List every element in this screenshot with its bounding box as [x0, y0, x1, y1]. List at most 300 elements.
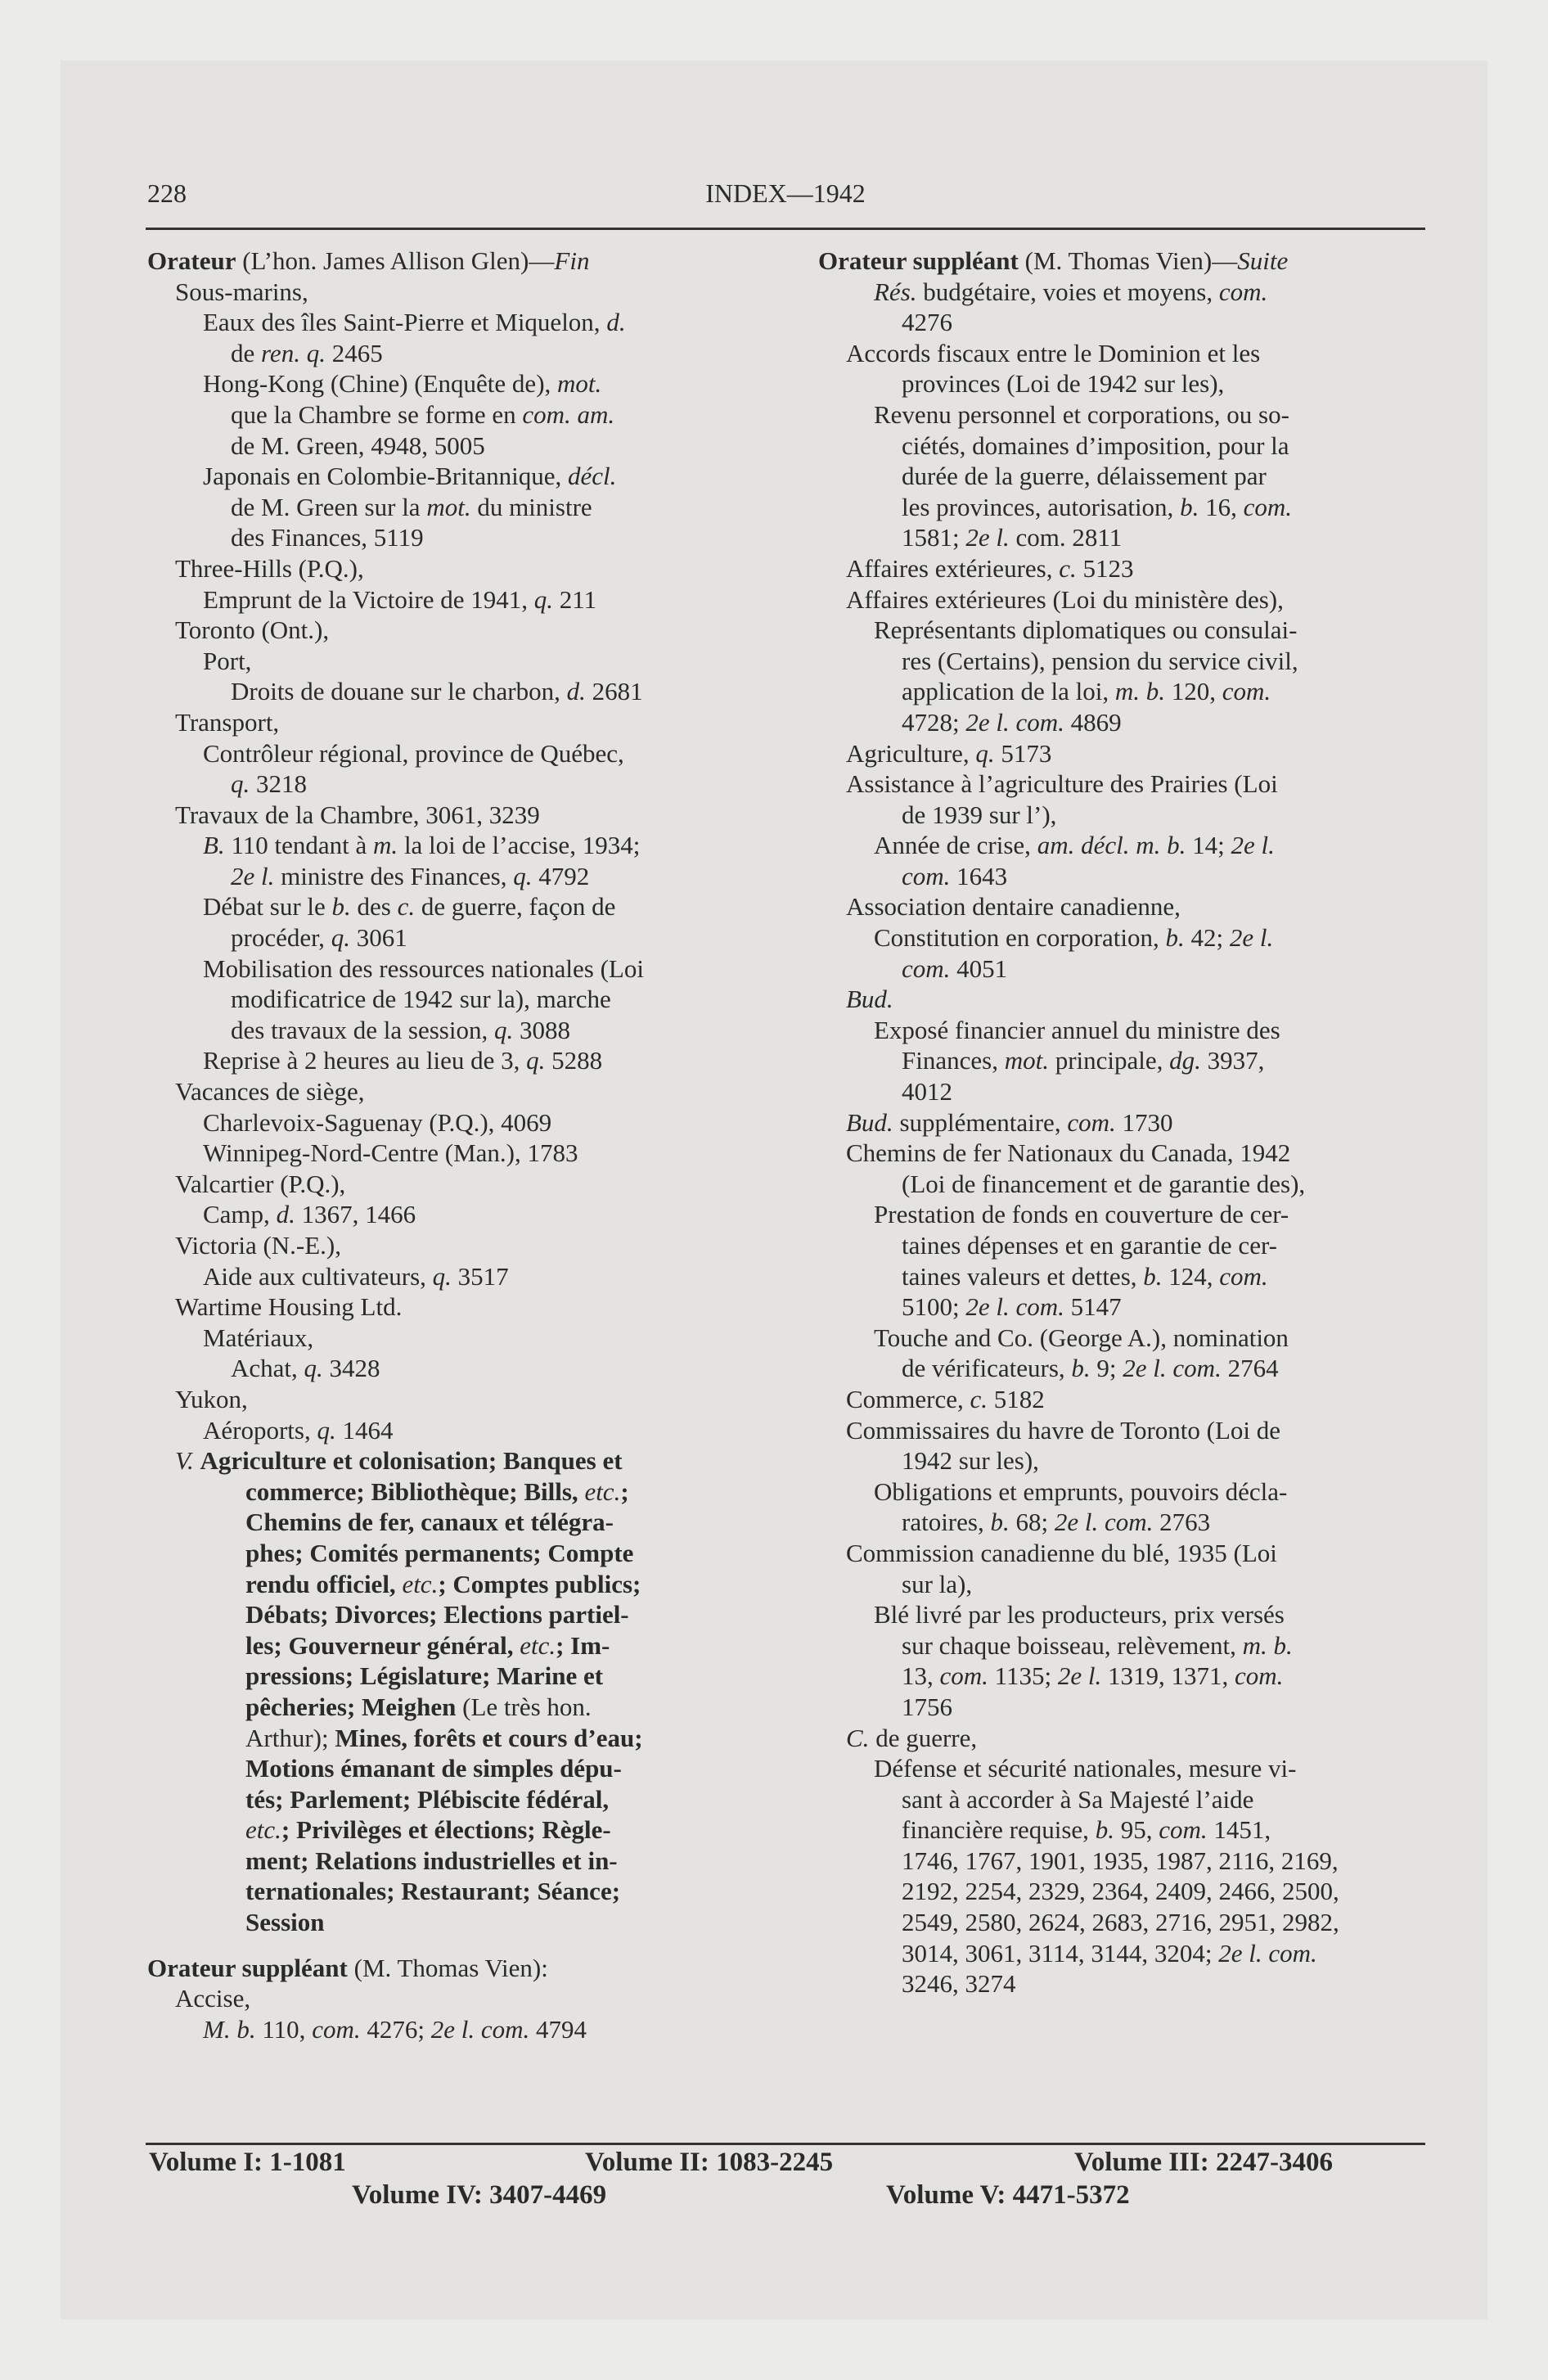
bold-term: Agriculture et colonisation; Banques et [200, 1446, 623, 1476]
italic-abbrev: com. [939, 1661, 988, 1691]
index-entry-line [147, 1384, 753, 1415]
index-entry-line [147, 399, 753, 430]
bold-term: ; Im- [556, 1630, 610, 1660]
italic-abbrev: c. [397, 892, 416, 922]
italic-abbrev: Bud. [846, 985, 893, 1014]
index-entry-line [147, 338, 753, 369]
entry-text: 68; [1009, 1508, 1055, 1537]
italic-abbrev: b. [1180, 492, 1199, 521]
index-entry-line [147, 1661, 753, 1692]
index-entry-line [818, 1384, 1424, 1415]
entry-text: les provinces, autorisation, [902, 492, 1181, 521]
bold-term: pressions; Législature; Marine et [245, 1661, 604, 1691]
index-entry-line [147, 1230, 753, 1261]
bold-term: ; [620, 1476, 629, 1506]
entry-text: Camp, [203, 1200, 277, 1229]
index-entry-line [147, 984, 753, 1015]
index-entry-line [818, 769, 1424, 800]
italic-abbrev: com. [1067, 1107, 1116, 1137]
index-entry-line [147, 1445, 753, 1476]
index-entry-line [818, 1076, 1424, 1107]
entry-text: Toronto (Ont.), [175, 615, 330, 645]
entry-text: taines valeurs et dettes, [902, 1261, 1144, 1291]
entry-text: la loi de l’accise, 1934; [398, 831, 641, 860]
index-entry-line [147, 1507, 753, 1538]
italic-abbrev: etc. [584, 1476, 621, 1506]
index-entry-line [818, 1753, 1424, 1784]
italic-abbrev: com. [902, 953, 951, 983]
index-entry-line [147, 1076, 753, 1107]
running-title: INDEX—1942 [705, 178, 866, 208]
entry-text: Débat sur le [203, 892, 332, 922]
index-entry-line [818, 1968, 1424, 1999]
index-entry-line [818, 522, 1424, 553]
entry-text: Finances, [902, 1046, 1005, 1075]
index-entry-line [147, 1846, 753, 1877]
entry-text: de M. Green sur la [231, 492, 427, 521]
entry-text: Achat, [231, 1354, 304, 1383]
entry-text: (L’hon. James Allison Glen)— [236, 246, 555, 275]
index-entry-line [147, 1169, 753, 1200]
entry-text: Vacances de siège, [175, 1077, 365, 1107]
entry-text: 110 tendant à [224, 831, 374, 860]
italic-abbrev: com. [1219, 1261, 1268, 1291]
entry-text: Aéroports, [203, 1415, 317, 1445]
entry-text: 3088 [513, 1015, 570, 1044]
index-entry-line [147, 1983, 753, 2014]
entry-text: 124, [1162, 1261, 1220, 1291]
entry-text: Droits de douane sur le charbon, [231, 677, 567, 706]
index-entry-line [147, 738, 753, 769]
header-rule [146, 228, 1425, 230]
index-entry-line [147, 1814, 753, 1846]
entry-text: Charlevoix-Saguenay (P.Q.), 4069 [203, 1107, 552, 1137]
index-column-left [147, 246, 753, 2044]
entry-text: Association dentaire canadienne, [846, 892, 1181, 922]
bold-term: Session [245, 1908, 325, 1937]
italic-abbrev: 2e l. com. [1054, 1508, 1154, 1537]
entry-text: sur chaque boisseau, relèvement, [902, 1630, 1243, 1660]
index-entry-line [147, 246, 753, 277]
bold-term: ternationales; Restaurant; Séance; [245, 1877, 621, 1906]
index-entry-line [818, 1599, 1424, 1630]
entry-text: 1451, [1207, 1815, 1271, 1845]
footer-rule [146, 2143, 1425, 2145]
index-entry-line [147, 1107, 753, 1138]
entry-text: 5100; [902, 1292, 966, 1322]
entry-text: 4276 [902, 308, 952, 337]
bold-term: Orateur [147, 246, 236, 275]
entry-text: 5182 [988, 1384, 1045, 1413]
entry-text: 4012 [902, 1077, 952, 1107]
italic-abbrev: am. décl. m. b. [1037, 831, 1186, 860]
entry-text: des travaux de la session, [231, 1015, 494, 1044]
entry-text: 3517 [451, 1261, 509, 1291]
italic-abbrev: q. [432, 1261, 452, 1291]
italic-abbrev: q. [513, 861, 533, 890]
index-entry-line [147, 277, 753, 308]
italic-abbrev: 2e l. com. [965, 1292, 1064, 1322]
italic-abbrev: m. [373, 831, 398, 860]
index-entry-line [818, 1723, 1424, 1754]
entry-text: 2465 [325, 338, 383, 367]
index-entry-line [147, 522, 753, 553]
index-entry-line [818, 1291, 1424, 1323]
entry-text: Défense et sécurité nationales, mesure vi- [874, 1754, 1297, 1783]
entry-text: Wartime Housing Ltd. [175, 1292, 403, 1322]
index-entry-line [818, 615, 1424, 646]
index-entry-line [818, 830, 1424, 861]
index-entry-line [147, 1784, 753, 1815]
italic-abbrev: q. [533, 584, 554, 614]
italic-abbrev: ren. q. [261, 338, 326, 367]
entry-text: Eaux des îles Saint-Pierre et Miquelon, [203, 308, 607, 337]
entry-text: 1643 [950, 861, 1008, 890]
entry-text: 2192, 2254, 2329, 2364, 2409, 2466, 2500, [902, 1877, 1339, 1906]
entry-text: de vérificateurs, [902, 1354, 1072, 1383]
entry-text: ciétés, domaines d’imposition, pour la [902, 430, 1289, 460]
index-entry-line [818, 738, 1424, 769]
entry-text: Commission canadienne du blé, 1935 (Loi [846, 1538, 1277, 1567]
entry-text: 4794 [529, 2014, 587, 2044]
italic-abbrev: c. [1059, 553, 1077, 583]
index-entry-line [147, 1692, 753, 1723]
index-entry-line [818, 1569, 1424, 1600]
entry-text: Touche and Co. (George A.), nomination [874, 1323, 1289, 1352]
italic-abbrev: C. [846, 1723, 870, 1752]
index-entry-line [818, 553, 1424, 584]
index-entry-line [147, 1138, 753, 1169]
italic-abbrev: mot. [1004, 1046, 1049, 1075]
index-entry-line [147, 769, 753, 800]
entry-text: 4869 [1064, 707, 1122, 737]
entry-text: 1581; [902, 523, 966, 552]
index-entry-line [818, 1353, 1424, 1384]
entry-text: res (Certains), pension du service civil, [902, 646, 1298, 675]
volume-5-range: Volume V: 4471-5372 [886, 2180, 1130, 2210]
italic-abbrev: com. [1243, 492, 1292, 521]
italic-abbrev: com. [1222, 677, 1271, 706]
entry-text: 13, [902, 1661, 940, 1691]
entry-text: com. 2811 [1009, 523, 1123, 552]
entry-text: Travaux de la Chambre, 3061, 3239 [175, 800, 540, 829]
entry-text: Winnipeg-Nord-Centre (Man.), 1783 [203, 1138, 578, 1168]
index-entry-line [818, 584, 1424, 615]
index-entry-line [818, 1507, 1424, 1538]
index-entry-line [147, 1569, 753, 1600]
index-entry-line [818, 430, 1424, 462]
entry-text: Japonais en Colombie-Britannique, [203, 462, 568, 491]
index-entry-line [147, 1291, 753, 1323]
entry-text: 2763 [1153, 1508, 1211, 1537]
italic-abbrev: m. b. [1242, 1630, 1293, 1660]
index-entry-line [818, 1907, 1424, 1938]
index-entry-line [818, 1538, 1424, 1569]
index-entry-line [818, 277, 1424, 308]
index-entry-line [147, 1415, 753, 1446]
entry-text: 14; [1186, 831, 1231, 860]
volume-4-range: Volume IV: 3407-4469 [352, 2180, 607, 2210]
entry-text: Année de crise, [874, 831, 1037, 860]
bold-term: Chemins de fer, canaux et télégra- [245, 1508, 614, 1537]
entry-text: (M. Thomas Vien): [347, 1953, 548, 1982]
index-entry-line [147, 1953, 753, 1984]
index-entry-line [147, 1630, 753, 1661]
entry-text: des [350, 892, 398, 922]
index-entry-line [147, 1753, 753, 1784]
italic-abbrev: q. [331, 923, 350, 953]
index-entry-line [818, 461, 1424, 492]
volume-3-range: Volume III: 2247-3406 [1074, 2148, 1333, 2177]
italic-abbrev: com. [1218, 277, 1268, 306]
page-header [147, 178, 1424, 219]
index-entry-line [818, 1692, 1424, 1723]
italic-abbrev: com. [312, 2014, 361, 2044]
index-entry-line [818, 1846, 1424, 1877]
italic-abbrev: d. [566, 677, 586, 706]
index-entry-line [818, 891, 1424, 922]
index-entry-line [818, 1199, 1424, 1230]
entry-text: 5123 [1076, 553, 1134, 583]
entry-text: Affaires extérieures, [846, 553, 1060, 583]
index-entry-line [818, 707, 1424, 738]
index-entry-line [147, 1045, 753, 1076]
italic-abbrev: q. [493, 1015, 514, 1044]
entry-text: 9; [1090, 1354, 1123, 1383]
entry-text: 4792 [532, 861, 590, 890]
entry-text: 3428 [322, 1354, 380, 1383]
entry-text: 5147 [1064, 1292, 1122, 1322]
italic-abbrev: m. b. [1114, 677, 1165, 706]
index-entry-line [818, 953, 1424, 985]
entry-text: Commissaires du havre de Toronto (Loi de [846, 1415, 1281, 1445]
italic-abbrev: 2e l. com. [965, 707, 1064, 737]
entry-text: sur la), [902, 1569, 973, 1598]
entry-text: budgétaire, voies et moyens, [916, 277, 1219, 306]
bold-term: Orateur suppléant [818, 246, 1019, 275]
index-entry-line [147, 1015, 753, 1046]
index-entry-line [818, 1784, 1424, 1815]
index-entry-line [147, 1261, 753, 1292]
index-entry-line [147, 830, 753, 861]
index-entry-line [818, 307, 1424, 338]
italic-abbrev: V. [175, 1446, 194, 1476]
entry-text: ministre des Finances, [274, 861, 514, 890]
italic-abbrev: Rés. [874, 277, 917, 306]
index-entry-line [818, 1045, 1424, 1076]
index-entry-line [818, 1476, 1424, 1508]
entry-text: (M. Thomas Vien)— [1018, 246, 1238, 275]
entry-text: de guerre, façon de [415, 892, 616, 922]
entry-text: 16, [1199, 492, 1244, 521]
index-entry-line [147, 1476, 753, 1508]
index-entry-line [147, 307, 753, 338]
entry-text: Mobilisation des ressources nationales (Loi [203, 953, 644, 983]
italic-abbrev: 2e l. com. [1123, 1354, 1222, 1383]
entry-text: 3014, 3061, 3114, 3144, 3204; [902, 1938, 1219, 1968]
italic-abbrev: com. [902, 861, 951, 890]
italic-abbrev: Fin [554, 246, 590, 275]
italic-abbrev: 2e l. [1229, 923, 1274, 953]
entry-text: Contrôleur régional, province de Québec, [203, 738, 624, 768]
entry-text: 120, [1164, 677, 1222, 706]
entry-text: 3218 [250, 769, 307, 799]
index-entry-line [147, 800, 753, 831]
entry-text: 2681 [585, 677, 643, 706]
index-entry-line [147, 461, 753, 492]
entry-text: du ministre [470, 492, 592, 521]
entry-text: de guerre, [869, 1723, 978, 1752]
index-entry-line [147, 891, 753, 922]
bold-term: Motions émanant de simples dépu- [245, 1754, 622, 1783]
entry-text: sant à accorder à Sa Majesté l’aide [902, 1784, 1254, 1814]
bold-term: Mines, forêts et cours d’eau; [335, 1723, 643, 1752]
entry-text: Revenu personnel et corporations, ou so- [874, 399, 1289, 429]
entry-text: 1319, 1371, [1101, 1661, 1235, 1691]
entry-text: Hong-Kong (Chine) (Enquête de), [203, 369, 558, 399]
index-entry-line [818, 1323, 1424, 1354]
index-entry-line [147, 2014, 753, 2045]
entry-text: Accise, [175, 1984, 251, 2013]
entry-text: Obligations et emprunts, pouvoirs décla- [874, 1476, 1288, 1506]
entry-text: Chemins de fer Nationaux du Canada, 1942 [846, 1138, 1291, 1168]
entry-text: 42; [1184, 923, 1230, 953]
italic-abbrev: 2e l. [1231, 831, 1275, 860]
index-entry-line [818, 676, 1424, 707]
index-entry-line [147, 368, 753, 399]
entry-text: de M. Green, 4948, 5005 [231, 430, 485, 460]
italic-abbrev: 2e l. [965, 523, 1010, 552]
index-entry-line [818, 368, 1424, 399]
entry-text: 1367, 1466 [295, 1200, 416, 1229]
entry-text: 3246, 3274 [902, 1969, 1016, 1999]
index-entry-line [147, 584, 753, 615]
index-entry-line [818, 861, 1424, 892]
bold-term: tés; Parlement; Plébiscite fédéral, [245, 1784, 610, 1814]
index-entry-line [818, 1015, 1424, 1046]
index-entry-line [818, 800, 1424, 831]
entry-text: 1135; [988, 1661, 1058, 1691]
entry-text: 1746, 1767, 1901, 1935, 1987, 2116, 2169, [902, 1846, 1339, 1875]
index-entry-line [818, 1938, 1424, 1969]
entry-text: des Finances, 5119 [231, 523, 424, 552]
entry-text: Prestation de fonds en couverture de cer- [874, 1200, 1289, 1229]
italic-abbrev: d. [606, 308, 626, 337]
entry-text: ratoires, [902, 1508, 991, 1537]
italic-abbrev: mot. [426, 492, 471, 521]
entry-text: modificatrice de 1942 sur la), marche [231, 985, 611, 1014]
index-entry-line [818, 1661, 1424, 1692]
italic-abbrev: M. b. [203, 2014, 256, 2044]
entry-text: Matériaux, [203, 1323, 314, 1352]
index-entry-line [147, 430, 753, 462]
index-entry-line [818, 646, 1424, 677]
entry-text: 1756 [902, 1692, 952, 1721]
italic-abbrev: b. [1143, 1261, 1163, 1291]
index-entry-line [147, 1538, 753, 1569]
index-entry-line [147, 922, 753, 953]
entry-text: 5288 [545, 1046, 603, 1075]
entry-text: Victoria (N.-E.), [175, 1231, 341, 1260]
italic-abbrev: q. [317, 1415, 336, 1445]
entry-text: Valcartier (P.Q.), [175, 1169, 346, 1198]
italic-abbrev: com. am. [522, 399, 615, 429]
italic-abbrev: q. [975, 738, 995, 768]
entry-text: Commerce, [846, 1384, 970, 1413]
italic-abbrev: 2e l. [231, 861, 275, 890]
index-entry-line [147, 861, 753, 892]
entry-text: 4276; [360, 2014, 431, 2044]
italic-abbrev: etc. [245, 1815, 281, 1845]
entry-text: Blé livré par les producteurs, prix versés [874, 1600, 1285, 1629]
entry-text: Port, [203, 646, 252, 675]
italic-abbrev: b. [331, 892, 351, 922]
entry-text: 1464 [335, 1415, 394, 1445]
italic-abbrev: b. [990, 1508, 1010, 1537]
entry-text: 4728; [902, 707, 966, 737]
entry-text: que la Chambre se forme en [231, 399, 523, 429]
bold-term: Orateur suppléant [147, 1953, 348, 1982]
italic-abbrev: Bud. [846, 1107, 893, 1137]
index-entry-line [147, 615, 753, 646]
page-number: 228 [147, 178, 187, 208]
italic-abbrev: 2e l. [1057, 1661, 1102, 1691]
index-entry-line [147, 676, 753, 707]
italic-abbrev: mot. [557, 369, 602, 399]
index-entry-line [818, 1445, 1424, 1476]
entry-text: application de la loi, [902, 677, 1115, 706]
index-entry-line [818, 492, 1424, 523]
entry-text: financière requise, [902, 1815, 1096, 1845]
index-entry-line [147, 707, 753, 738]
entry-text: Constitution en corporation, [874, 923, 1166, 953]
italic-abbrev: etc. [402, 1569, 439, 1598]
italic-abbrev: b. [1165, 923, 1185, 953]
bold-term: les; Gouverneur général, [245, 1630, 520, 1660]
bold-term: phes; Comités permanents; Compte [245, 1538, 634, 1567]
index-entry-line [818, 246, 1424, 277]
entry-text: Transport, [175, 707, 280, 737]
italic-abbrev: com. [1159, 1815, 1208, 1845]
index-entry-line [147, 1199, 753, 1230]
bold-term: ; Privilèges et élections; Règle- [281, 1815, 611, 1845]
bold-term: Débats; Divorces; Elections partiel- [245, 1600, 629, 1629]
bold-term: pêcheries; Meighen [245, 1692, 457, 1721]
entry-text: de 1939 sur l’), [902, 800, 1057, 829]
entry-text: 3937, [1200, 1046, 1265, 1075]
index-entry-line [818, 1415, 1424, 1446]
entry-text: Arthur); [245, 1723, 335, 1752]
entry-text: (Loi de financement et de garantie des), [902, 1169, 1306, 1198]
italic-abbrev: q. [526, 1046, 546, 1075]
italic-abbrev: q. [304, 1354, 323, 1383]
entry-text: Emprunt de la Victoire de 1941, [203, 584, 534, 614]
entry-text: 1730 [1115, 1107, 1173, 1137]
entry-text: supplémentaire, [893, 1107, 1068, 1137]
entry-text: 4051 [950, 953, 1008, 983]
entry-text: 95, [1114, 1815, 1159, 1845]
italic-abbrev: 2e l. com. [1218, 1938, 1317, 1968]
italic-abbrev: Suite [1237, 246, 1289, 275]
italic-abbrev: b. [1095, 1815, 1114, 1845]
entry-text: Accords fiscaux entre le Dominion et les [846, 338, 1261, 367]
index-entry-line [818, 922, 1424, 953]
entry-text: principale, [1048, 1046, 1170, 1075]
entry-text: de [231, 338, 262, 367]
bold-term: rendu officiel, [245, 1569, 403, 1598]
bold-term: ment; Relations industrielles et in- [245, 1846, 618, 1875]
index-entry-line [818, 1261, 1424, 1292]
